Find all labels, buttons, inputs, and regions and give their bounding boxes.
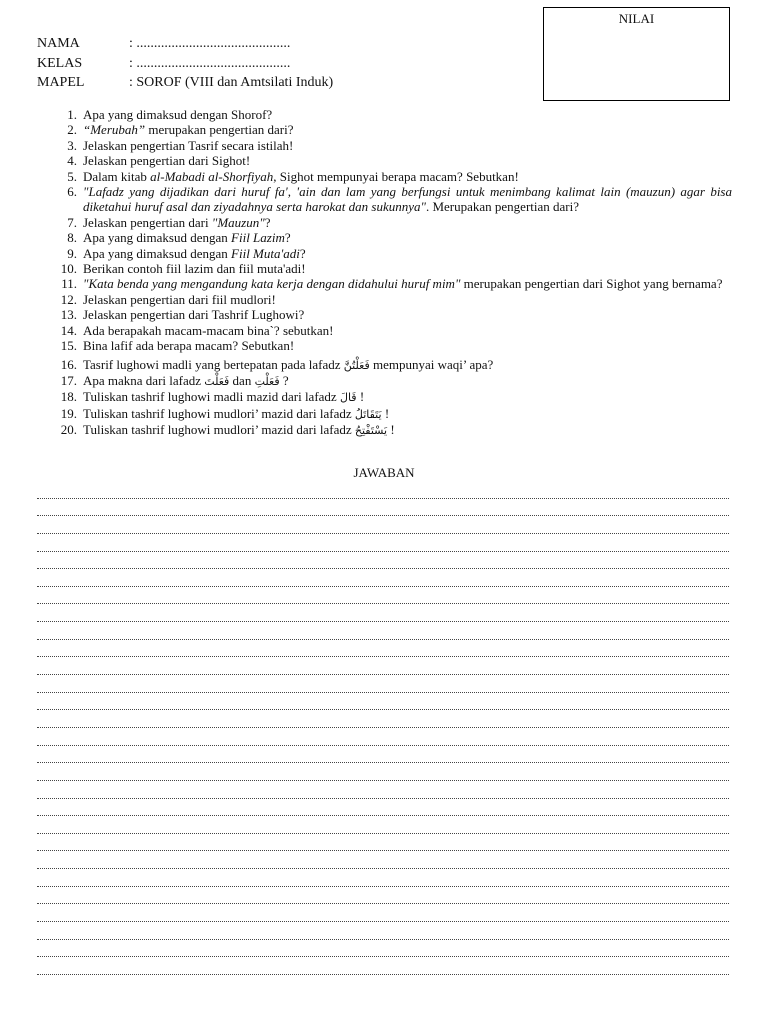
question-text-italic: Fiil Muta'adi [231, 245, 300, 261]
arabic-word: يَسْتَفْتِحُ [354, 424, 388, 438]
question-text-part: ! [356, 389, 365, 405]
question-number: 7. [67, 214, 77, 230]
answer-line[interactable] [37, 713, 729, 731]
question-text-part: ! [381, 405, 390, 421]
question-text-part: Ada berapakah macam-macam bina`? sebutkan! [83, 322, 334, 338]
answer-line[interactable] [37, 766, 729, 784]
answer-line[interactable] [37, 925, 729, 943]
question-text-part: Dalam kitab [83, 168, 151, 184]
question-text [83, 338, 732, 353]
question-text [83, 276, 732, 291]
answer-line[interactable] [37, 890, 729, 908]
question-number: 15. [60, 338, 77, 354]
question-text [83, 138, 732, 153]
question-number: 17. [60, 372, 77, 388]
answer-line[interactable] [37, 537, 729, 555]
question-item [56, 261, 732, 276]
question-item [56, 153, 732, 168]
question-item [56, 307, 732, 322]
question-text-part: Berikan contoh fiil lazim dan fiil muta'adi! [83, 261, 306, 277]
question-number: 11. [61, 276, 77, 292]
question-text-part: Apa yang dimaksud dengan Shorof? [83, 107, 273, 122]
answer-line[interactable] [37, 643, 729, 661]
answer-line[interactable] [37, 943, 729, 961]
question-text [83, 373, 732, 389]
answer-line[interactable] [37, 572, 729, 590]
answer-line[interactable] [37, 555, 729, 573]
question-item [56, 292, 732, 307]
answer-line[interactable] [37, 749, 729, 767]
question-item [56, 230, 732, 245]
question-text-part: Tuliskan tashrif lughowi madli mazid dari lafadz [83, 389, 340, 405]
question-text-italic: Fiil Lazim [231, 230, 285, 246]
question-text-part: Jelaskan pengertian dari [83, 214, 212, 230]
question-text-italic: al-Mabadi al-Shorfiyah [150, 168, 274, 184]
nama-label: NAMA [37, 36, 80, 51]
arabic-word: فَعَلْتِ [254, 374, 280, 388]
question-text-part: merupakan pengertian dari Sighot yang bernama? [460, 276, 723, 292]
question-text-part: Tuliskan tashrif lughowi mudlori’ mazid dari lafadz [83, 422, 355, 438]
question-item [56, 389, 732, 405]
question-text-italic: “Merubah” [83, 122, 146, 138]
question-text-part: dan [229, 372, 255, 388]
question-text-italic: "Lafadz yang dijadikan dari huruf fa', 'ain dan lam yang berfungsi untuk menimbang kalimat lain (mauzun) agar bisa diketahui huruf asal dan ziyadahnya serta harokat dan sukunnya" [83, 184, 732, 215]
nama-field[interactable]: : ............................................ [129, 36, 291, 51]
answer-section-title: JAWABAN [353, 465, 415, 480]
question-number: 12. [60, 291, 77, 307]
question-text [83, 215, 732, 230]
question-text-part: Jelaskan pengertian dari fiil mudlori! [83, 291, 276, 307]
question-text-part: Jelaskan pengertian dari Sighot! [83, 153, 251, 169]
answer-line[interactable] [37, 696, 729, 714]
answer-line[interactable] [37, 625, 729, 643]
answer-line[interactable] [37, 607, 729, 625]
question-text [83, 107, 732, 122]
question-item [56, 122, 732, 137]
question-item [56, 246, 732, 261]
question-text-italic: "Mauzun" [211, 214, 265, 230]
question-text-part: . Merupakan pengertian dari? [425, 199, 579, 215]
question-number: 4. [67, 153, 77, 169]
question-text-part: Apa yang dimaksud dengan [83, 245, 232, 261]
question-text [83, 122, 732, 137]
answer-line[interactable] [37, 802, 729, 820]
answer-line[interactable] [37, 837, 729, 855]
question-text [83, 406, 732, 422]
question-text [83, 153, 732, 168]
question-number: 18. [60, 389, 77, 405]
answer-line[interactable] [37, 678, 729, 696]
question-item [56, 215, 732, 230]
question-item [56, 373, 732, 389]
answer-line[interactable] [37, 854, 729, 872]
question-text [83, 261, 732, 276]
question-number: 1. [67, 107, 77, 122]
question-item [56, 338, 732, 353]
arabic-word: يَتَقَاتَلُ [354, 407, 382, 421]
question-text [83, 307, 732, 322]
arabic-word: قَالَ [339, 391, 357, 405]
answer-line[interactable] [37, 484, 729, 502]
question-text-part: , Sighot mempunyai berapa macam? Sebutkan! [273, 168, 519, 184]
question-text-part: ? [264, 214, 271, 230]
answer-line[interactable] [37, 660, 729, 678]
answer-line[interactable] [37, 731, 729, 749]
question-text [83, 230, 732, 245]
question-text [83, 246, 732, 261]
question-item [56, 169, 732, 184]
question-text [83, 184, 732, 215]
question-item [56, 276, 732, 291]
question-list [56, 107, 732, 439]
question-text-part: Jelaskan pengertian dari Tashrif Lughowi? [83, 307, 305, 323]
question-text [83, 323, 732, 338]
kelas-field[interactable]: : ............................................ [129, 55, 291, 71]
question-text [83, 292, 732, 307]
question-text-part: Jelaskan pengertian Tasrif secara istilah! [83, 137, 294, 153]
question-number: 20. [60, 422, 77, 438]
kelas-label: KELAS [37, 55, 83, 71]
answer-line[interactable] [37, 590, 729, 608]
answer-lines[interactable] [37, 484, 729, 978]
answer-line[interactable] [37, 872, 729, 890]
question-item [56, 323, 732, 338]
question-text-part: ? [299, 245, 306, 261]
question-text-part: ? [284, 230, 291, 246]
question-text-part: Tasrif lughowi madli yang bertepatan pada lafadz [83, 356, 344, 372]
question-text [83, 357, 732, 373]
answer-line[interactable] [37, 819, 729, 837]
score-label: NILAI [618, 11, 655, 26]
question-number: 14. [60, 322, 77, 338]
question-item [56, 357, 732, 373]
question-text-part: Apa yang dimaksud dengan [83, 230, 232, 246]
question-text [83, 422, 732, 438]
question-number: 6. [67, 184, 77, 200]
mapel-value: : SOROF (VIII dan Amtsilati Induk) [129, 75, 334, 90]
question-text [83, 389, 732, 405]
question-number: 10. [60, 261, 77, 277]
question-number: 8. [67, 230, 77, 246]
answer-line[interactable] [37, 784, 729, 802]
question-number: 16. [60, 356, 77, 372]
question-text-part: merupakan pengertian dari? [145, 122, 294, 138]
question-item [56, 107, 732, 122]
question-text-part: ? [279, 372, 289, 388]
question-number: 5. [67, 168, 77, 184]
question-text-part: ! [387, 422, 395, 438]
question-number: 3. [67, 137, 77, 153]
question-number: 13. [60, 307, 77, 323]
question-text [83, 169, 732, 184]
question-text-part: Tuliskan tashrif lughowi mudlori’ mazid dari lafadz [83, 405, 355, 421]
question-number: 19. [60, 405, 77, 421]
question-item [56, 138, 732, 153]
question-item [56, 406, 732, 422]
question-item [56, 422, 732, 438]
score-box [543, 7, 730, 101]
mapel-label: MAPEL [37, 75, 85, 90]
question-item [56, 184, 732, 215]
question-text-part: mempunyai waqi’ apa? [369, 356, 494, 372]
question-number: 9. [67, 245, 77, 261]
arabic-word: فَعَلْتُنَّ [343, 358, 370, 372]
question-text-part: Apa makna dari lafadz [83, 372, 205, 388]
answer-line[interactable] [37, 519, 729, 537]
arabic-word: فَعَلْتَ [204, 374, 230, 388]
question-number: 2. [67, 122, 77, 138]
question-text-part: Bina lafif ada berapa macam? Sebutkan! [83, 338, 295, 354]
answer-line[interactable] [37, 960, 729, 978]
answer-line[interactable] [37, 502, 729, 520]
question-text-italic: "Kata benda yang mengandung kata kerja dengan didahului huruf mim" [83, 276, 461, 292]
answer-line[interactable] [37, 907, 729, 925]
